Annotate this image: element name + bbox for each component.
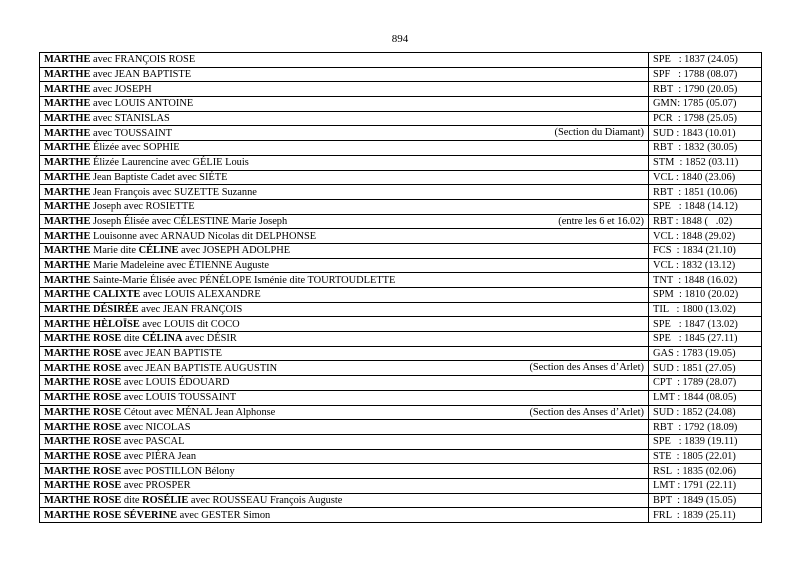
register-code-date-cell: RBT : 1832 (30.05) — [649, 141, 762, 156]
entry-text: Élizée avec SOPHIE — [90, 142, 180, 154]
entry-text: Joseph Élisée avec CÉLESTINE Marie Joseph — [90, 215, 288, 227]
table-row — [40, 258, 762, 273]
entry-names-cell — [40, 390, 649, 405]
register-code-date-cell: RBT : 1790 (20.05) — [649, 82, 762, 97]
entry-text: avec POSTILLON Bélony — [121, 465, 235, 477]
bold-name-text: MARTHE ROSE — [44, 436, 122, 448]
entry-names-cell — [40, 376, 649, 391]
bold-name-text: MARTHE ROSE — [44, 392, 122, 404]
entry-names-cell — [40, 478, 649, 493]
entry-names-cell — [40, 155, 649, 170]
table-row — [40, 155, 762, 170]
bold-name-text: MARTHE — [44, 274, 91, 286]
entry-text: Louisonne avec ARNAUD Nicolas dit DELPHONSE — [90, 230, 317, 242]
entry-text: Sainte-Marie Élisée avec PÉNÉLOPE Isménie dite TOURTOUDLETTE — [90, 274, 396, 286]
entry-names-cell — [40, 405, 649, 420]
register-code-date-cell: BPT : 1849 (15.05) — [649, 493, 762, 508]
entry-text: avec FRANÇOIS ROSE — [90, 54, 196, 66]
bold-name-text: MARTHE HÈLOÏSE — [44, 318, 140, 330]
entry-text: avec LOUIS ÉDOUARD — [121, 377, 230, 389]
entry-text: avec LOUIS ANTOINE — [90, 98, 194, 110]
table-row — [40, 317, 762, 332]
entry-names-cell — [40, 434, 649, 449]
entry-text: avec LOUIS dit COCO — [139, 318, 240, 330]
entry-text: avec GESTER Simon — [177, 509, 271, 521]
bold-name-text: MARTHE — [44, 69, 91, 81]
register-code-date-cell: GMN: 1785 (05.07) — [649, 97, 762, 112]
bold-name-text: MARTHE — [44, 245, 91, 257]
entry-names-cell — [40, 508, 649, 523]
register-code-date-cell: SPE : 1848 (14.12) — [649, 199, 762, 214]
registry-table — [39, 52, 762, 523]
bold-name-text: MARTHE — [44, 171, 91, 183]
bold-name-text: MARTHE — [44, 186, 91, 198]
section-note: (Section des Anses d’Arlet) — [529, 406, 644, 418]
table-row — [40, 111, 762, 126]
table-row — [40, 185, 762, 200]
section-note: (entre les 6 et 16.02) — [558, 215, 644, 227]
register-code-date-cell: CPT : 1789 (28.07) — [649, 376, 762, 391]
register-code-date-cell: STE : 1805 (22.01) — [649, 449, 762, 464]
table-row — [40, 332, 762, 347]
table-row — [40, 346, 762, 361]
table-row — [40, 126, 762, 141]
bold-name-text: CÉLINA — [142, 333, 183, 345]
entry-text: avec NICOLAS — [121, 421, 191, 433]
bold-name-text: MARTHE — [44, 142, 91, 154]
entry-names-cell — [40, 332, 649, 347]
bold-name-text: MARTHE ROSE — [44, 421, 122, 433]
entry-names-cell — [40, 420, 649, 435]
register-code-date-cell: RBT : 1848 ( .02) — [649, 214, 762, 229]
bold-name-text: MARTHE ROSE — [44, 465, 122, 477]
register-code-date-cell: FRL : 1839 (25.11) — [649, 508, 762, 523]
entry-names-cell — [40, 185, 649, 200]
entry-names-cell — [40, 346, 649, 361]
table-row — [40, 214, 762, 229]
bold-name-text: ROSÉLIE — [142, 494, 189, 506]
entry-text: Élizée Laurencine avec GÉLIE Louis — [90, 157, 249, 169]
register-code-date-cell: SPE : 1845 (27.11) — [649, 332, 762, 347]
register-code-date-cell: RBT : 1851 (10.06) — [649, 185, 762, 200]
entry-text: avec STANISLAS — [90, 113, 170, 125]
register-code-date-cell: LMT : 1791 (22.11) — [649, 478, 762, 493]
bold-name-text: MARTHE — [44, 113, 91, 125]
bold-name-text: MARTHE — [44, 98, 91, 110]
table-row — [40, 390, 762, 405]
bold-name-text: MARTHE ROSE — [44, 348, 122, 360]
register-code-date-cell: STM : 1852 (03.11) — [649, 155, 762, 170]
entry-text: avec JEAN BAPTISTE — [121, 348, 223, 360]
table-row — [40, 67, 762, 82]
entry-text: Cétout avec MÉNAL Jean Alphonse — [121, 406, 276, 418]
table-row — [40, 199, 762, 214]
table-row — [40, 170, 762, 185]
bold-name-text: MARTHE ROSE — [44, 333, 122, 345]
entry-text: Marie dite — [90, 245, 139, 257]
table-row — [40, 82, 762, 97]
entry-text: avec JOSEPH — [90, 83, 152, 95]
table-row — [40, 243, 762, 258]
entry-text: Jean Baptiste Cadet avec SIÉTE — [90, 171, 228, 183]
entry-names-cell — [40, 302, 649, 317]
entry-text: avec TOUSSAINT — [90, 127, 172, 139]
entry-text: avec PROSPER — [121, 480, 191, 492]
entry-text: avec JOSEPH ADOLPHE — [178, 245, 291, 257]
bold-name-text: MARTHE ROSE — [44, 362, 122, 374]
bold-name-text: MARTHE ROSE — [44, 406, 122, 418]
table-row — [40, 478, 762, 493]
table-row — [40, 434, 762, 449]
entry-names-cell — [40, 449, 649, 464]
entry-text: avec LOUIS TOUSSAINT — [121, 392, 237, 404]
entry-names-cell — [40, 464, 649, 479]
table-row — [40, 273, 762, 288]
bold-name-text: MARTHE ROSE SÉVERINE — [44, 509, 178, 521]
register-code-date-cell: SUD : 1852 (24.08) — [649, 405, 762, 420]
register-code-date-cell: VCL : 1848 (29.02) — [649, 229, 762, 244]
entry-names-cell — [40, 229, 649, 244]
bold-name-text: CÉLINE — [138, 245, 179, 257]
bold-name-text: MARTHE — [44, 127, 91, 139]
register-code-date-cell: VCL : 1840 (23.06) — [649, 170, 762, 185]
entry-text: avec PASCAL — [121, 436, 185, 448]
register-code-date-cell: SPF : 1788 (08.07) — [649, 67, 762, 82]
entry-names-cell — [40, 53, 649, 68]
entry-names-cell — [40, 141, 649, 156]
table-row — [40, 405, 762, 420]
entry-names-cell — [40, 493, 649, 508]
entry-text: Jean François avec SUZETTE Suzanne — [90, 186, 257, 198]
register-code-date-cell: TIL : 1800 (13.02) — [649, 302, 762, 317]
bold-name-text: MARTHE — [44, 201, 91, 213]
table-row — [40, 97, 762, 112]
entry-names-cell — [40, 288, 649, 303]
entry-text: avec LOUIS ALEXANDRE — [140, 289, 261, 301]
table-row — [40, 420, 762, 435]
entry-text: avec JEAN BAPTISTE — [90, 69, 192, 81]
entry-names-cell — [40, 258, 649, 273]
register-code-date-cell: FCS : 1834 (21.10) — [649, 243, 762, 258]
bold-name-text: MARTHE — [44, 54, 91, 66]
page-number: 894 — [391, 33, 409, 45]
entry-names-cell — [40, 361, 649, 376]
table-row — [40, 449, 762, 464]
register-code-date-cell: RSL : 1835 (02.06) — [649, 464, 762, 479]
entry-names-cell — [40, 214, 649, 229]
entry-names-cell — [40, 97, 649, 112]
entry-text: avec ROUSSEAU François Auguste — [188, 494, 343, 506]
bold-name-text: MARTHE — [44, 259, 91, 271]
register-code-date-cell: SPE : 1847 (13.02) — [649, 317, 762, 332]
table-row — [40, 361, 762, 376]
table-row — [40, 288, 762, 303]
entry-names-cell — [40, 111, 649, 126]
bold-name-text: MARTHE ROSE — [44, 450, 122, 462]
register-code-date-cell: SPE : 1839 (19.11) — [649, 434, 762, 449]
register-code-date-cell: VCL : 1832 (13.12) — [649, 258, 762, 273]
bold-name-text: MARTHE — [44, 83, 91, 95]
table-row — [40, 508, 762, 523]
entry-names-cell — [40, 67, 649, 82]
entry-names-cell — [40, 317, 649, 332]
bold-name-text: MARTHE — [44, 157, 91, 169]
register-code-date-cell: LMT : 1844 (08.05) — [649, 390, 762, 405]
entry-names-cell — [40, 243, 649, 258]
register-code-date-cell: SUD : 1851 (27.05) — [649, 361, 762, 376]
section-note: (Section des Anses d’Arlet) — [529, 362, 644, 374]
bold-name-text: MARTHE DÉSIRÉE — [44, 304, 139, 316]
register-code-date-cell: SUD : 1843 (10.01) — [649, 126, 762, 141]
table-row — [40, 53, 762, 68]
register-code-date-cell: GAS : 1783 (19.05) — [649, 346, 762, 361]
entry-names-cell — [40, 199, 649, 214]
table-row — [40, 141, 762, 156]
table-row — [40, 229, 762, 244]
table-row — [40, 302, 762, 317]
entry-names-cell — [40, 82, 649, 97]
bold-name-text: MARTHE — [44, 215, 91, 227]
entry-text: avec JEAN BAPTISTE AUGUSTIN — [121, 362, 278, 374]
entry-text: avec JEAN FRANÇOIS — [138, 304, 243, 316]
bold-name-text: MARTHE CALIXTE — [44, 289, 141, 301]
entry-text: avec DÉSIR — [182, 333, 237, 345]
bold-name-text: MARTHE ROSE — [44, 377, 122, 389]
register-code-date-cell: PCR : 1798 (25.05) — [649, 111, 762, 126]
entry-text: avec PIÉRA Jean — [121, 450, 197, 462]
table-row — [40, 464, 762, 479]
table-row — [40, 376, 762, 391]
table-row — [40, 493, 762, 508]
register-code-date-cell: SPE : 1837 (24.05) — [649, 53, 762, 68]
section-note: (Section du Diamant) — [554, 127, 644, 139]
entry-text: Marie Madeleine avec ÉTIENNE Auguste — [90, 259, 269, 271]
register-code-date-cell: SPM : 1810 (20.02) — [649, 288, 762, 303]
entry-text: dite — [121, 494, 143, 506]
bold-name-text: MARTHE ROSE — [44, 494, 122, 506]
entry-names-cell — [40, 126, 649, 141]
entry-text: Joseph avec ROSIETTE — [90, 201, 195, 213]
bold-name-text: MARTHE ROSE — [44, 480, 122, 492]
registry-table-body — [40, 53, 762, 523]
entry-names-cell — [40, 170, 649, 185]
bold-name-text: MARTHE — [44, 230, 91, 242]
register-code-date-cell: RBT : 1792 (18.09) — [649, 420, 762, 435]
register-code-date-cell: TNT : 1848 (16.02) — [649, 273, 762, 288]
entry-text: dite — [121, 333, 143, 345]
entry-names-cell — [40, 273, 649, 288]
